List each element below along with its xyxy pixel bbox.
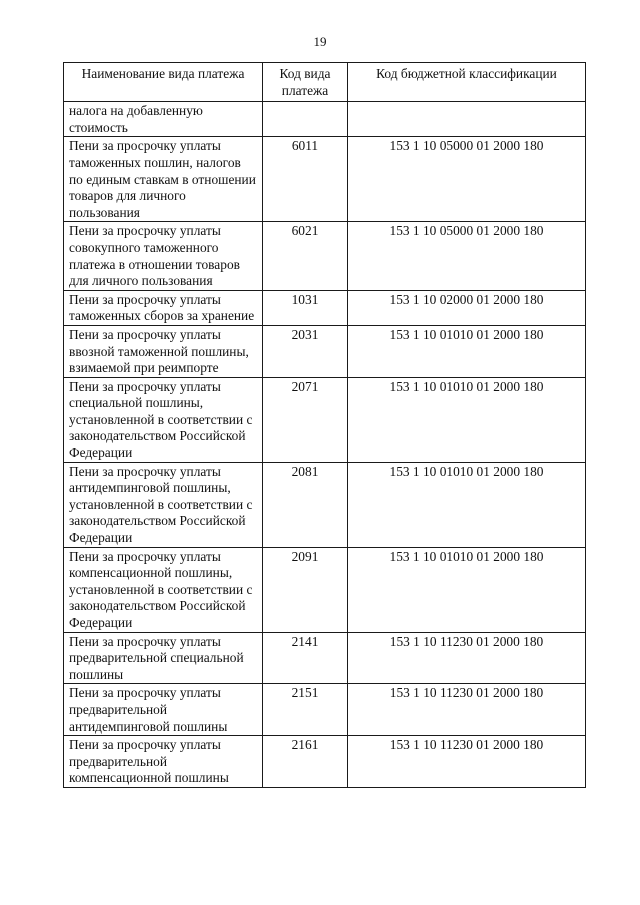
payment-name-cell: Пени за просрочку уплаты таможенных сборов за хранение (64, 290, 263, 325)
payment-code-cell: 2031 (263, 325, 348, 377)
header-payment-code: Код вида платежа (263, 63, 348, 102)
budget-code-cell: 153 1 10 01010 01 2000 180 (348, 325, 586, 377)
budget-code-cell: 153 1 10 05000 01 2000 180 (348, 222, 586, 290)
payment-name-cell: Пени за просрочку уплаты антидемпинговой пошлины, установленной в соответствии с законодательством Российской Федерации (64, 462, 263, 547)
table-row (64, 632, 586, 684)
table-row (64, 290, 586, 325)
payment-code-cell (263, 102, 348, 137)
payment-codes-table (63, 62, 586, 788)
table-body (64, 102, 586, 788)
table-row (64, 377, 586, 462)
table-header (64, 63, 586, 102)
table-row (64, 137, 586, 222)
payment-name-cell: Пени за просрочку уплаты предварительной специальной пошлины (64, 632, 263, 684)
table-row (64, 102, 586, 137)
payment-code-cell: 2091 (263, 547, 348, 632)
budget-code-cell: 153 1 10 01010 01 2000 180 (348, 377, 586, 462)
payment-code-cell: 2081 (263, 462, 348, 547)
budget-code-cell: 153 1 10 11230 01 2000 180 (348, 684, 586, 736)
table-row (64, 736, 586, 788)
budget-code-cell (348, 102, 586, 137)
budget-code-cell: 153 1 10 01010 01 2000 180 (348, 547, 586, 632)
payment-code-cell: 2161 (263, 736, 348, 788)
header-row (64, 63, 586, 102)
payment-name-cell: Пени за просрочку уплаты предварительной компенсационной пошлины (64, 736, 263, 788)
table-row (64, 684, 586, 736)
payment-code-cell: 2141 (263, 632, 348, 684)
budget-code-cell: 153 1 10 11230 01 2000 180 (348, 632, 586, 684)
payment-code-cell: 6011 (263, 137, 348, 222)
payment-code-cell: 6021 (263, 222, 348, 290)
table-row (64, 462, 586, 547)
payment-name-cell: налога на добавленную стоимость (64, 102, 263, 137)
budget-code-cell: 153 1 10 02000 01 2000 180 (348, 290, 586, 325)
payment-name-cell: Пени за просрочку уплаты таможенных пошлин, налогов по единым ставкам в отношении товаров для личного пользования (64, 137, 263, 222)
payment-code-cell: 2151 (263, 684, 348, 736)
table-row (64, 547, 586, 632)
page-number: 19 (313, 34, 327, 49)
payment-name-cell: Пени за просрочку уплаты ввозной таможенной пошлины, взимаемой при реимпорте (64, 325, 263, 377)
budget-code-cell: 153 1 10 11230 01 2000 180 (348, 736, 586, 788)
table-row (64, 325, 586, 377)
table-row (64, 222, 586, 290)
header-payment-name: Наименование вида платежа (64, 63, 263, 102)
budget-code-cell: 153 1 10 01010 01 2000 180 (348, 462, 586, 547)
payment-code-cell: 2071 (263, 377, 348, 462)
payment-name-cell: Пени за просрочку уплаты совокупного таможенного платежа в отношении товаров для личного пользования (64, 222, 263, 290)
payment-name-cell: Пени за просрочку уплаты предварительной антидемпинговой пошлины (64, 684, 263, 736)
header-budget-code: Код бюджетной классификации (348, 63, 586, 102)
payment-name-cell: Пени за просрочку уплаты специальной пошлины, установленной в соответствии с законодательством Российской Федерации (64, 377, 263, 462)
payment-name-cell: Пени за просрочку уплаты компенсационной пошлины, установленной в соответствии с законодательством Российской Федерации (64, 547, 263, 632)
budget-code-cell: 153 1 10 05000 01 2000 180 (348, 137, 586, 222)
payment-code-cell: 1031 (263, 290, 348, 325)
